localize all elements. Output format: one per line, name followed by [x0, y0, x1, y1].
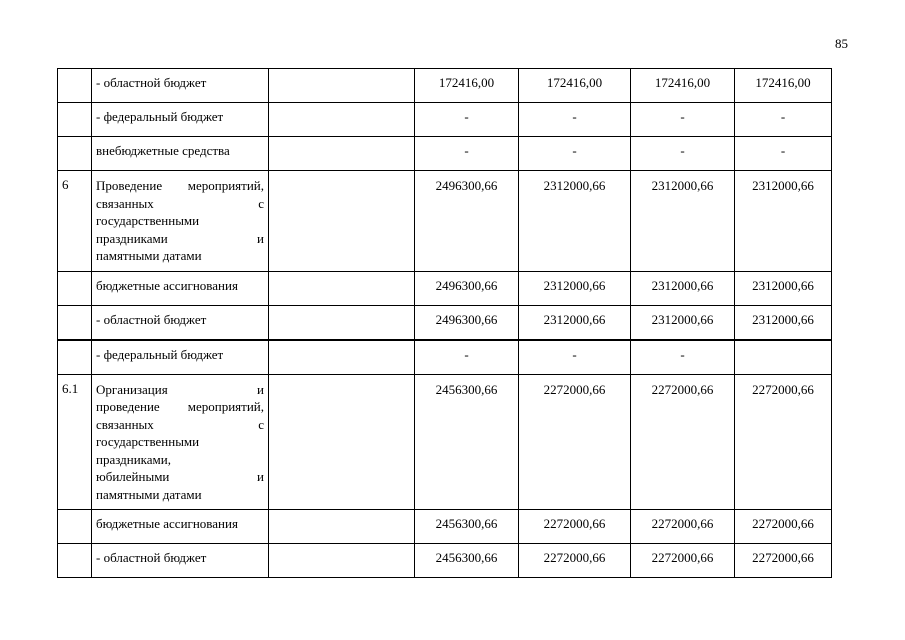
table-row: [58, 137, 832, 171]
row-value-3: 2312000,66: [631, 171, 735, 272]
row-name-line: связанных с: [96, 416, 264, 432]
row-value-3: -: [631, 103, 735, 137]
row-value-4: 172416,00: [735, 69, 832, 103]
row-value-3: -: [631, 137, 735, 171]
row-value-3: 172416,00: [631, 69, 735, 103]
row-value-3: -: [631, 340, 735, 375]
row-index: [58, 544, 92, 578]
row-value-4: 2312000,66: [735, 305, 832, 340]
row-name-line: проведение мероприятий,: [96, 399, 264, 414]
table-row: [58, 103, 832, 137]
row-value-4: 2312000,66: [735, 271, 832, 305]
row-source: [269, 374, 415, 510]
row-name: - областной бюджет: [92, 69, 269, 103]
row-name-line: Проведение мероприятий,: [96, 178, 264, 193]
table-row: [58, 544, 832, 578]
row-source: [269, 69, 415, 103]
row-value-4: -: [735, 137, 832, 171]
table-row: [58, 374, 832, 510]
row-value-1: 172416,00: [415, 69, 519, 103]
row-name: бюджетные ассигнования: [92, 510, 269, 544]
row-source: [269, 171, 415, 272]
row-name-line: государственными: [96, 434, 200, 449]
row-name: - областной бюджет: [92, 305, 269, 340]
row-value-2: 2312000,66: [519, 305, 631, 340]
row-source: [269, 103, 415, 137]
row-name: [92, 374, 269, 510]
table-row: [58, 510, 832, 544]
row-name: [92, 171, 269, 272]
row-value-1: 2456300,66: [415, 510, 519, 544]
row-value-2: 2312000,66: [519, 271, 631, 305]
row-value-1: -: [415, 340, 519, 375]
row-name: - федеральный бюджет: [92, 103, 269, 137]
row-value-4: 2312000,66: [735, 171, 832, 272]
row-value-1: 2456300,66: [415, 374, 519, 510]
table-row: [58, 171, 832, 272]
budget-table: [57, 68, 832, 578]
row-name: внебюджетные средства: [92, 137, 269, 171]
row-value-1: 2496300,66: [415, 271, 519, 305]
row-name: - федеральный бюджет: [92, 340, 269, 375]
row-name-line: праздниками и: [96, 230, 264, 246]
row-value-3: 2272000,66: [631, 544, 735, 578]
row-value-4: 2272000,66: [735, 374, 832, 510]
table-row: [58, 69, 832, 103]
row-value-3: 2272000,66: [631, 510, 735, 544]
row-value-2: 2312000,66: [519, 171, 631, 272]
row-value-2: 2272000,66: [519, 374, 631, 510]
row-source: [269, 340, 415, 375]
row-value-3: 2272000,66: [631, 374, 735, 510]
row-value-1: 2496300,66: [415, 171, 519, 272]
row-source: [269, 271, 415, 305]
row-name-line: связанных с: [96, 195, 264, 211]
row-name: бюджетные ассигнования: [92, 271, 269, 305]
table-row: [58, 305, 832, 340]
row-value-4: 2272000,66: [735, 544, 832, 578]
table-row: [58, 340, 832, 375]
row-source: [269, 510, 415, 544]
row-value-4: [735, 340, 832, 375]
row-value-3: 2312000,66: [631, 271, 735, 305]
row-source: [269, 305, 415, 340]
row-name-line: памятными датами: [96, 248, 202, 263]
row-value-4: 2272000,66: [735, 510, 832, 544]
row-value-2: 2272000,66: [519, 510, 631, 544]
row-value-4: -: [735, 103, 832, 137]
row-value-2: -: [519, 137, 631, 171]
row-index: [58, 340, 92, 375]
row-value-1: 2496300,66: [415, 305, 519, 340]
page-number: 85: [835, 36, 848, 51]
row-index: 6.1: [58, 374, 92, 510]
row-index: 6: [58, 171, 92, 272]
row-name-line: государственными: [96, 213, 200, 228]
row-value-2: 172416,00: [519, 69, 631, 103]
row-index: [58, 271, 92, 305]
row-value-2: 2272000,66: [519, 544, 631, 578]
row-name: - областной бюджет: [92, 544, 269, 578]
row-index: [58, 137, 92, 171]
row-value-2: -: [519, 340, 631, 375]
table-row: [58, 271, 832, 305]
row-name-line: памятными датами: [96, 486, 202, 502]
row-name-line: юбилейными и: [96, 469, 264, 484]
row-value-3: 2312000,66: [631, 305, 735, 340]
row-value-2: -: [519, 103, 631, 137]
row-source: [269, 544, 415, 578]
row-index: [58, 69, 92, 103]
row-source: [269, 137, 415, 171]
row-index: [58, 305, 92, 340]
row-index: [58, 510, 92, 544]
row-value-1: 2456300,66: [415, 544, 519, 578]
row-name-line: праздниками,: [96, 451, 171, 467]
row-index: [58, 103, 92, 137]
row-value-1: -: [415, 137, 519, 171]
row-value-1: -: [415, 103, 519, 137]
row-name-line: Организация и: [96, 381, 264, 397]
